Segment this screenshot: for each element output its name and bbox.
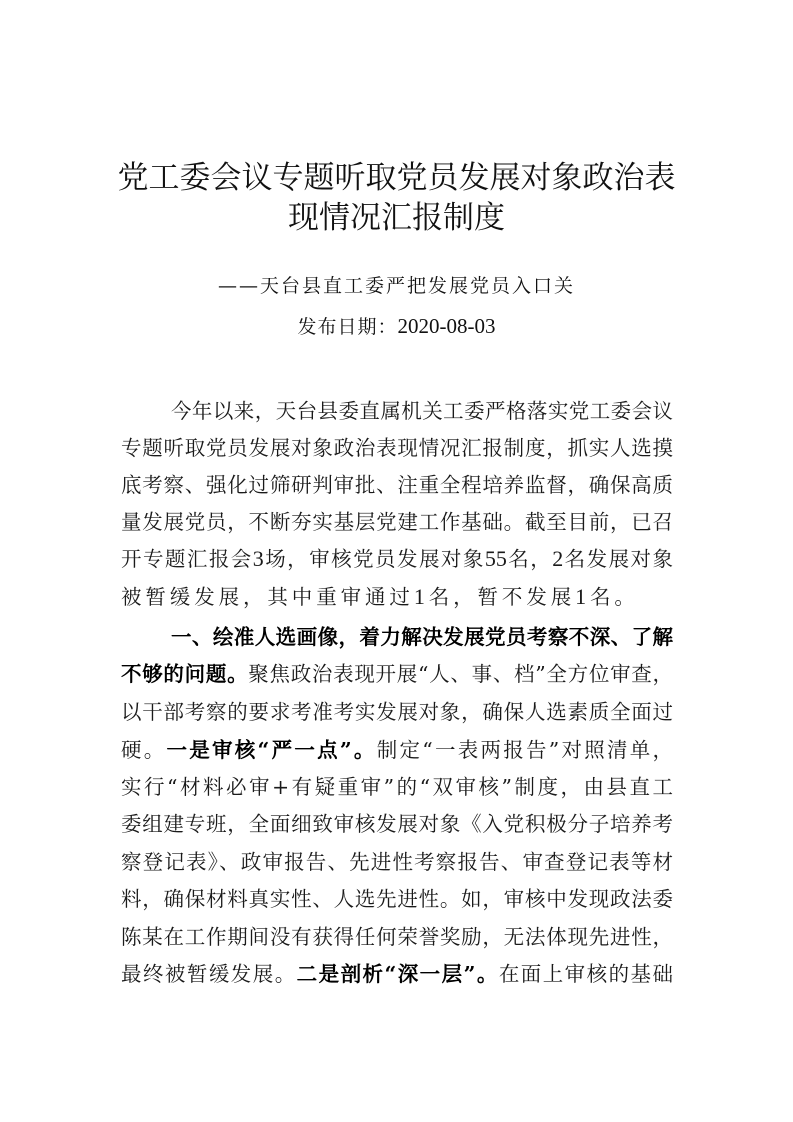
text-span: 在面上审核的基础 — [498, 962, 674, 986]
section-1-line: 料，确保材料真实性、人选先进性。如，审核中发现政法委 — [121, 887, 673, 911]
paragraph-1-line — [121, 582, 673, 612]
paragraph-1-line: 量发展党员，不断夯实基层党建工作基础。截至目前，已召 — [121, 510, 673, 534]
text-span: 被暂缓发展，其中重审通过 — [121, 585, 414, 609]
subheading-2: 二是剖析“深一层”。 — [296, 962, 499, 986]
paragraph-1-line — [121, 544, 673, 574]
section-1-line: 实行“材料必审+有疑重审”的“双审核”制度，由县直工 — [121, 775, 673, 799]
reviewed-count: 55 — [484, 546, 507, 571]
publish-date — [0, 312, 793, 339]
text-span: 名， — [506, 547, 553, 571]
section-1-line — [121, 959, 673, 989]
text-span: 开专题汇报会 — [121, 547, 253, 571]
text-span: 名。 — [590, 585, 639, 609]
paragraph-1-line: 专题听取党员发展对象政治表现情况汇报制度，抓实人选摸 — [121, 436, 673, 460]
section-1-heading: 一、绘准人选画像，着力解决发展党员考察不深、了解 — [171, 625, 673, 649]
section-1-line: 委组建专班，全面细致审核发展对象《入党积极分子培养考 — [121, 812, 673, 836]
section-1-line — [121, 735, 673, 765]
text-span: 名，暂不发展 — [428, 585, 576, 609]
title-line-2: 现情况汇报制度 — [288, 200, 505, 236]
text-span: 聚焦政治表现开展“人、事、档”全方位审查， — [248, 662, 673, 686]
section-1-line: 察登记表》、政审报告、先进性考察报告、审查登记表等材 — [121, 850, 673, 874]
text-span: 名发展对象 — [563, 547, 674, 571]
deferred-count: 2 — [552, 546, 564, 571]
section-1-line: 陈某在工作期间没有获得任何荣誉奖励，无法体现先进性， — [121, 925, 673, 949]
title-line-1: 党工委会议专题听取党员发展对象政治表 — [117, 160, 676, 196]
text-span: 制定“一表两报告”对照清单， — [376, 738, 673, 762]
text-span: 硬。 — [121, 738, 167, 762]
section-1-line: 以干部考察的要求考准考实发展对象，确保人选素质全面过 — [121, 700, 673, 724]
passed-count: 1 — [413, 584, 429, 609]
date-label: 发布日期： — [297, 316, 398, 338]
text-span: 场，审核党员发展对象 — [263, 547, 485, 571]
meeting-count: 3 — [252, 546, 264, 571]
subheading-1: 一是审核“严一点”。 — [166, 738, 377, 762]
subtitle: ——天台县直工委严把发展党员入口关 — [217, 275, 575, 297]
paragraph-1-line: 今年以来，天台县委直属机关工委严格落实党工委会议 — [171, 399, 673, 423]
rejected-count: 1 — [575, 584, 591, 609]
date-value: 2020-08-03 — [397, 314, 496, 338]
paragraph-1-line: 底考察、强化过筛研判审批、注重全程培养监督，确保高质 — [121, 473, 673, 497]
section-1-line — [121, 659, 673, 689]
section-1-heading-end: 不够的问题。 — [121, 662, 249, 686]
text-span: 最终被暂缓发展。 — [121, 962, 297, 986]
